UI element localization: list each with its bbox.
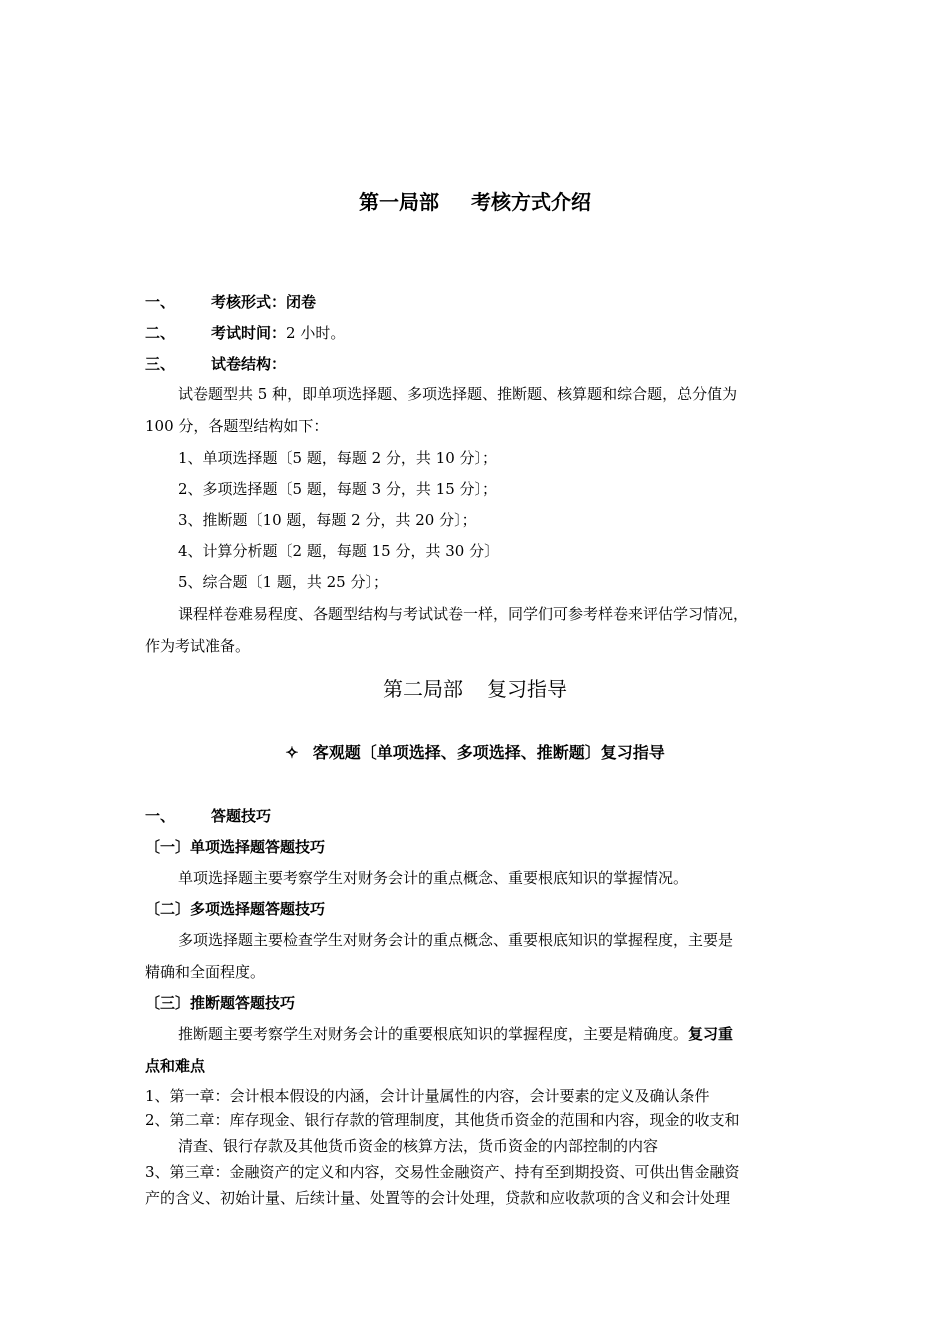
sec1-list-item: 2、多项选择题〔5 题，每题 3 分，共 15 分〕； [178, 480, 498, 498]
sec1-list-item: 5、综合题〔1 题，共 25 分〕； [178, 573, 388, 591]
chapter-3-line1: 3、第三章：金融资产的定义和内容，交易性金融资产、持有至到期投资、可供出售金融资 [145, 1163, 740, 1181]
sec1-item-3-label: 试卷结构： [211, 355, 287, 373]
review-heading-end: 点和难点 [145, 1057, 206, 1075]
sec1-item-3 [145, 354, 815, 374]
review-heading-start: 复习重 [688, 1025, 734, 1043]
diamond-star-icon: ✧ [285, 743, 299, 762]
sec1-item-3-num: 三、 [145, 355, 176, 373]
part2-subtitle [0, 742, 950, 764]
sec2-sub1-text: 单项选择题主要考察学生对财务会计的重点概念、重要根底知识的掌握情况。 [178, 869, 689, 887]
chapter-2-line1: 2、第二章：库存现金、银行存款的管理制度，其他货币资金的范围和内容，现金的收支和 [145, 1111, 740, 1129]
sec1-item-2-num: 二、 [145, 324, 176, 342]
sec2-sub3-heading: 〔三〕推断题答题技巧 [145, 994, 296, 1012]
part1-title-a: 第一局部 [359, 190, 439, 214]
part1-title [0, 188, 950, 216]
part2-subtitle-text: 客观题〔单项选择、多项选择、推断题〕复习指导 [312, 743, 665, 762]
sec2-sub2-line2: 精确和全面程度。 [145, 963, 266, 981]
sec2-sub2-line1: 多项选择题主要检查学生对财务会计的重点概念、重要根底知识的掌握程度，主要是 [178, 931, 734, 949]
sec2-heading-num: 一、 [145, 807, 176, 825]
sec1-item-2-rest: 2 小时。 [286, 324, 346, 342]
sec2-heading [145, 806, 815, 826]
sec2-sub1-heading: 〔一〕单项选择题答题技巧 [145, 838, 326, 856]
sec1-para1-line1: 试卷题型共 5 种，即单项选择题、多项选择题、推断题、核算题和综合题，总分值为 [178, 385, 738, 403]
sec1-item-2 [145, 323, 815, 343]
part2-title-b: 复习指导 [487, 677, 567, 701]
sec2-sub3-line1 [178, 1024, 815, 1044]
sec1-item-2-label: 考试时间： [211, 324, 287, 342]
sec1-item-1-num: 一、 [145, 293, 176, 311]
chapter-3-line2: 产的含义、初始计量、后续计量、处置等的会计处理，贷款和应收款项的含义和会计处理 [145, 1189, 731, 1207]
sec1-para1-line2: 100 分，各题型结构如下： [145, 417, 329, 435]
sec2-sub3-text: 推断题主要考察学生对财务会计的重要根底知识的掌握程度，主要是精确度。 [178, 1025, 689, 1043]
sec1-item-1-label: 考核形式：闭卷 [211, 293, 317, 311]
sec1-para2-line1: 课程样卷难易程度、各题型结构与考试试卷一样，同学们可参考样卷来评估学习情况， [178, 605, 749, 623]
sec1-list-item: 4、计算分析题〔2 题，每题 15 分，共 30 分〕 [178, 542, 500, 560]
part2-title-a: 第二局部 [383, 677, 463, 701]
sec1-list-item: 3、推断题〔10 题，每题 2 分，共 20 分〕； [178, 511, 477, 529]
part2-title [0, 675, 950, 703]
sec1-item-1 [145, 292, 815, 312]
sec2-heading-text: 答题技巧 [211, 807, 272, 825]
sec2-sub2-heading: 〔二〕多项选择题答题技巧 [145, 900, 326, 918]
sec1-list-item: 1、单项选择题〔5 题，每题 2 分，共 10 分〕； [178, 449, 498, 467]
sec1-para2-line2: 作为考试准备。 [145, 637, 251, 655]
part1-title-b: 考核方式介绍 [471, 190, 591, 214]
chapter-1: 1、第一章：会计根本假设的内涵，会计计量属性的内容，会计要素的定义及确认条件 [145, 1087, 710, 1105]
chapter-2-line2: 清查、银行存款及其他货币资金的核算方法，货币资金的内部控制的内容 [178, 1137, 659, 1155]
